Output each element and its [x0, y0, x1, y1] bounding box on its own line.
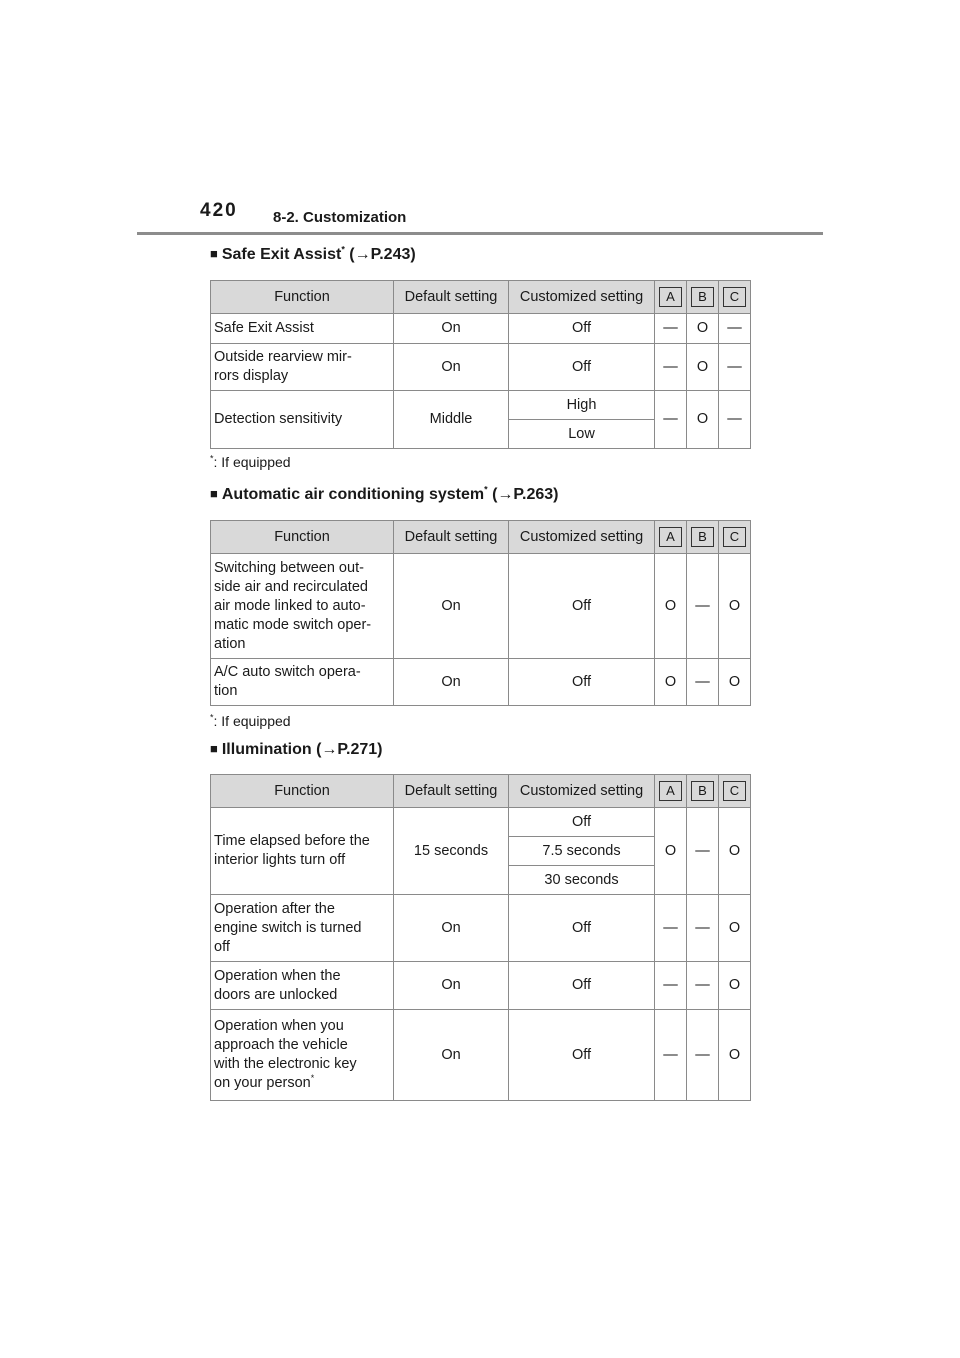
default-cell: On [394, 314, 509, 344]
function-cell: Outside rearview mir- rors display [211, 344, 394, 391]
function-cell: Operation after the engine switch is turned off [211, 895, 394, 962]
page-ref: P.271 [337, 741, 378, 758]
col-c-cell: O [719, 1010, 751, 1101]
function-cell: Switching between out- side air and recirculated air mode linked to auto- matic mode switch oper- ation [211, 554, 394, 659]
table-safe-exit-assist [210, 280, 751, 449]
square-bullet-icon: ■ [210, 246, 218, 261]
col-a-cell: — [655, 314, 687, 344]
table-row [211, 962, 751, 1010]
function-cell: Time elapsed before the interior lights turn off [211, 808, 394, 895]
col-b-cell: O [687, 391, 719, 449]
col-b-cell: — [687, 895, 719, 962]
header-customized-setting: Customized setting [509, 775, 655, 808]
col-b-cell: — [687, 1010, 719, 1101]
header-col-b: B [687, 281, 719, 314]
customized-cell: 7.5 seconds [509, 837, 655, 866]
col-a-cell: O [655, 554, 687, 659]
col-c-cell: O [719, 554, 751, 659]
default-cell: Middle [394, 391, 509, 449]
col-a-cell: — [655, 962, 687, 1010]
table-row [211, 895, 751, 962]
function-cell: Detection sensitivity [211, 391, 394, 449]
customized-cell: High [509, 391, 655, 420]
customized-cell: Off [509, 554, 655, 659]
header-function: Function [211, 775, 394, 808]
page-ref: P.263 [513, 486, 554, 503]
col-a-cell: O [655, 659, 687, 706]
header-default-setting: Default setting [394, 521, 509, 554]
default-cell: On [394, 344, 509, 391]
table-row [211, 554, 751, 659]
col-b-cell: O [687, 314, 719, 344]
customized-cell: Low [509, 420, 655, 449]
function-cell: Operation when the doors are unlocked [211, 962, 394, 1010]
default-cell: On [394, 554, 509, 659]
heading-safe-exit-assist: ■ Safe Exit Assist* (→P.243) [210, 244, 416, 263]
customized-cell: Off [509, 659, 655, 706]
function-cell: Safe Exit Assist [211, 314, 394, 344]
page-header [200, 200, 820, 234]
default-cell: On [394, 659, 509, 706]
arrow-right-icon: → [497, 486, 514, 503]
col-a-cell: — [655, 391, 687, 449]
page-ref: P.243 [370, 246, 411, 263]
header-col-c: C [719, 521, 751, 554]
header-col-a: A [655, 281, 687, 314]
header-customized-setting: Customized setting [509, 521, 655, 554]
col-c-cell: — [719, 344, 751, 391]
col-c-cell: O [719, 962, 751, 1010]
header-col-c: C [719, 775, 751, 808]
customized-cell: Off [509, 808, 655, 837]
function-cell: Operation when you approach the vehicle with the electronic key on your person* [211, 1010, 394, 1101]
table-row [211, 808, 751, 837]
customized-cell: Off [509, 1010, 655, 1101]
col-b-cell: — [687, 808, 719, 895]
heading-illumination: ■ Illumination (→P.271) [210, 741, 383, 758]
header-col-c: C [719, 281, 751, 314]
customized-cell: 30 seconds [509, 866, 655, 895]
col-b-cell: — [687, 962, 719, 1010]
header-function: Function [211, 521, 394, 554]
footnote: *: If equipped [210, 712, 291, 729]
header-customized-setting: Customized setting [509, 281, 655, 314]
square-bullet-icon: ■ [210, 486, 218, 501]
col-a-cell: — [655, 344, 687, 391]
default-cell: 15 seconds [394, 808, 509, 895]
table-header-row [211, 521, 751, 554]
header-rule [137, 232, 823, 235]
col-c-cell: — [719, 314, 751, 344]
footnote: *: If equipped [210, 453, 291, 470]
col-c-cell: O [719, 659, 751, 706]
col-a-cell: — [655, 895, 687, 962]
header-col-a: A [655, 775, 687, 808]
customized-cell: Off [509, 314, 655, 344]
function-cell: A/C auto switch opera- tion [211, 659, 394, 706]
table-illumination [210, 774, 751, 1101]
header-col-a: A [655, 521, 687, 554]
square-bullet-icon: ■ [210, 741, 218, 756]
customized-cell: Off [509, 962, 655, 1010]
arrow-right-icon: → [321, 741, 338, 758]
header-default-setting: Default setting [394, 775, 509, 808]
page-number: 420 [200, 200, 238, 221]
col-a-cell: O [655, 808, 687, 895]
table-row [211, 391, 751, 420]
heading-air-conditioning: ■ Automatic air conditioning system* (→P.263) [210, 484, 559, 503]
default-cell: On [394, 962, 509, 1010]
table-row [211, 659, 751, 706]
section-title: 8-2. Customization [273, 209, 407, 226]
table-row [211, 344, 751, 391]
col-b-cell: — [687, 554, 719, 659]
customized-cell: Off [509, 895, 655, 962]
col-b-cell: O [687, 344, 719, 391]
table-row [211, 1010, 751, 1101]
col-c-cell: O [719, 808, 751, 895]
header-default-setting: Default setting [394, 281, 509, 314]
col-a-cell: — [655, 1010, 687, 1101]
table-row [211, 314, 751, 344]
col-c-cell: — [719, 391, 751, 449]
customized-cell: Off [509, 344, 655, 391]
header-function: Function [211, 281, 394, 314]
default-cell: On [394, 1010, 509, 1101]
header-col-b: B [687, 521, 719, 554]
table-header-row [211, 775, 751, 808]
col-c-cell: O [719, 895, 751, 962]
header-col-b: B [687, 775, 719, 808]
table-air-conditioning [210, 520, 751, 706]
col-b-cell: — [687, 659, 719, 706]
arrow-right-icon: → [354, 246, 371, 263]
default-cell: On [394, 895, 509, 962]
table-header-row [211, 281, 751, 314]
